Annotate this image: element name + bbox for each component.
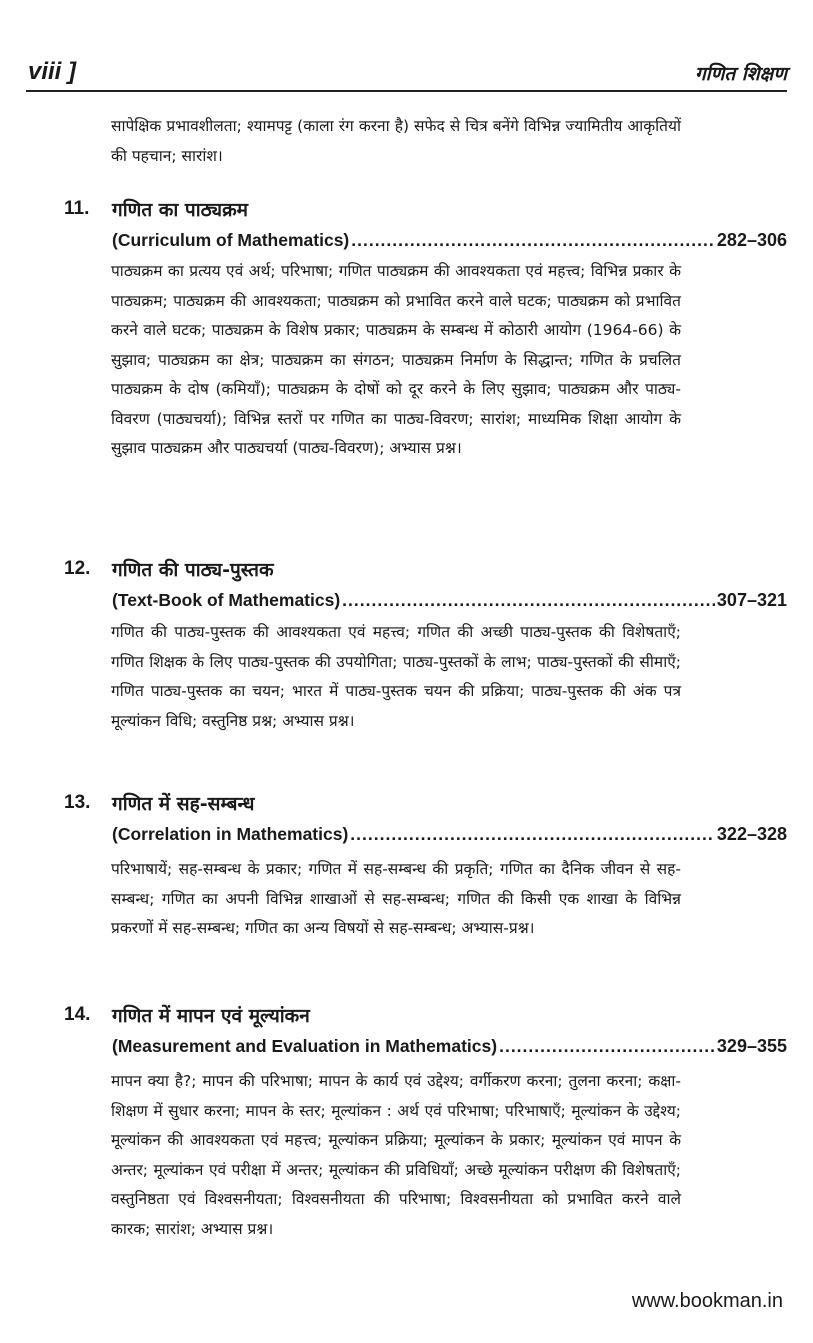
leader-dots bbox=[499, 1036, 715, 1057]
chapter-title-english: (Curriculum of Mathematics) bbox=[112, 230, 350, 250]
chapter-title-english: (Text-Book of Mathematics) bbox=[112, 590, 341, 610]
page-range: 322–328 bbox=[716, 824, 787, 844]
page-range: 282–306 bbox=[716, 230, 787, 250]
chapter-title-english-row[interactable] bbox=[112, 824, 787, 845]
chapter-title-hindi: गणित का पाठ्यक्रम bbox=[112, 199, 249, 221]
chapter-title-hindi: गणित में सह-सम्बन्ध bbox=[112, 793, 255, 815]
chapter-number: 11. bbox=[64, 198, 90, 219]
leader-dots bbox=[350, 824, 715, 845]
page-range: 307–321 bbox=[716, 590, 787, 610]
leader-dots bbox=[351, 230, 715, 251]
chapter-title-english: (Correlation in Mathematics) bbox=[112, 824, 349, 844]
book-title: गणित शिक्षण bbox=[694, 63, 787, 85]
chapter-11-summary: पाठ्यक्रम का प्रत्यय एवं अर्थ; परिभाषा; गणित पाठ्यक्रम की आवश्यकता एवं महत्त्व; विभिन्न प्रकार के पाठ्यक्रम; पाठ्यक्रम की आवश्यकता; पाठ्यक्रम को प्रभावित करने वाले घटक; पाठ्यक्रम को प्रभावित करने वाले घटक; पाठ्यक्रम के विशेष प्रकार; पाठ्यक्रम के सम्बन्ध में कोठारी आयोग (1964-66) के सुझाव; पाठ्यक्रम का क्षेत्र; पाठ्यक्रम का संगठन; पाठ्यक्रम निर्माण के सिद्धान्त; गणित के प्रचलित पाठ्यक्रम के दोष (कमियाँ); पाठ्यक्रम के दोषों को दूर करने के लिए सुझाव; पाठ्यक्रम और पाठ्य-विवरण (पाठ्यचर्या); विभिन्न स्तरों पर गणित का पाठ्य-विवरण; सारांश; माध्यमिक शिक्षा आयोग के सुझाव पाठ्यक्रम और पाठ्यचर्या (पाठ्य-विवरण); अभ्यास प्रश्न। bbox=[111, 262, 681, 457]
chapter-title-english: (Measurement and Evaluation in Mathematics) bbox=[112, 1036, 498, 1056]
chapter-number: 12. bbox=[64, 558, 91, 579]
chapter-title-english-row[interactable] bbox=[112, 590, 787, 611]
page-range: 329–355 bbox=[716, 1036, 787, 1056]
chapter-13-summary: परिभाषायें; सह-सम्बन्ध के प्रकार; गणित में सह-सम्बन्ध की प्रकृति; गणित का दैनिक जीवन से सह-सम्बन्ध; गणित का अपनी विभिन्न शाखाओं से सह-सम्बन्ध; गणित की किसी एक शाखा के विभिन्न प्रकरणों में सह-सम्बन्ध; गणित का अन्य विषयों से सह-सम्बन्ध; अभ्यास-प्रश्न। bbox=[111, 860, 681, 937]
intro-text: सापेक्षिक प्रभावशीलता; श्यामपट्ट (काला रंग करना है) सफेद से चित्र बनेंगे विभिन्न ज्यामितीय आकृतियों की पहचान; सारांश। bbox=[111, 117, 681, 165]
leader-dots bbox=[342, 590, 715, 611]
chapter-title-hindi: गणित की पाठ्य-पुस्तक bbox=[112, 559, 274, 581]
chapter-number: 14. bbox=[64, 1004, 91, 1025]
header-rule bbox=[26, 90, 787, 92]
chapter-number: 13. bbox=[64, 792, 91, 813]
chapter-12-summary: गणित की पाठ्य-पुस्तक की आवश्यकता एवं महत्त्व; गणित की अच्छी पाठ्य-पुस्तक की विशेषताएँ; गणित शिक्षक के लिए पाठ्य-पुस्तक की उपयोगिता; पाठ्य-पुस्तकों के लाभ; पाठ्य-पुस्तकों की सीमाएँ; गणित पाठ्य-पुस्तक का चयन; भारत में पाठ्य-पुस्तक चयन की प्रक्रिया; पाठ्य-पुस्तक की अंक पत्र मूल्यांकन विधि; वस्तुनिष्ठ प्रश्न; अभ्यास प्रश्न। bbox=[111, 623, 681, 730]
page-number: viii ] bbox=[28, 58, 77, 85]
chapter-14-summary: मापन क्या है?; मापन की परिभाषा; मापन के कार्य एवं उद्देश्य; वर्गीकरण करना; तुलना करना; कक्षा-शिक्षण में सुधार करना; मापन के स्तर; मूल्यांकन : अर्थ एवं परिभाषा; परिभाषाएँ; मूल्यांकन के उद्देश्य; मूल्यांकन की आवश्यकता एवं महत्त्व; मूल्यांकन प्रक्रिया; मूल्यांकन के प्रकार; मूल्यांकन एवं मापन के अन्तर; मूल्यांकन एवं परीक्षा में अन्तर; मूल्यांकन की प्रविधियाँ; अच्छे मूल्यांकन परीक्षण की विशेषताएँ; वस्तुनिष्ठता एवं विश्वसनीयता; विश्वसनीयता की परिभाषा; विश्वसनीयता को प्रभावित करने वाले कारक; सारांश; अभ्यास प्रश्न। bbox=[111, 1072, 681, 1238]
running-header bbox=[26, 52, 787, 92]
footer-url[interactable]: www.bookman.in bbox=[631, 1290, 783, 1312]
chapter-title-english-row[interactable] bbox=[112, 230, 787, 251]
chapter-title-hindi: गणित में मापन एवं मूल्यांकन bbox=[112, 1005, 310, 1027]
chapter-title-english-row[interactable] bbox=[112, 1036, 787, 1057]
